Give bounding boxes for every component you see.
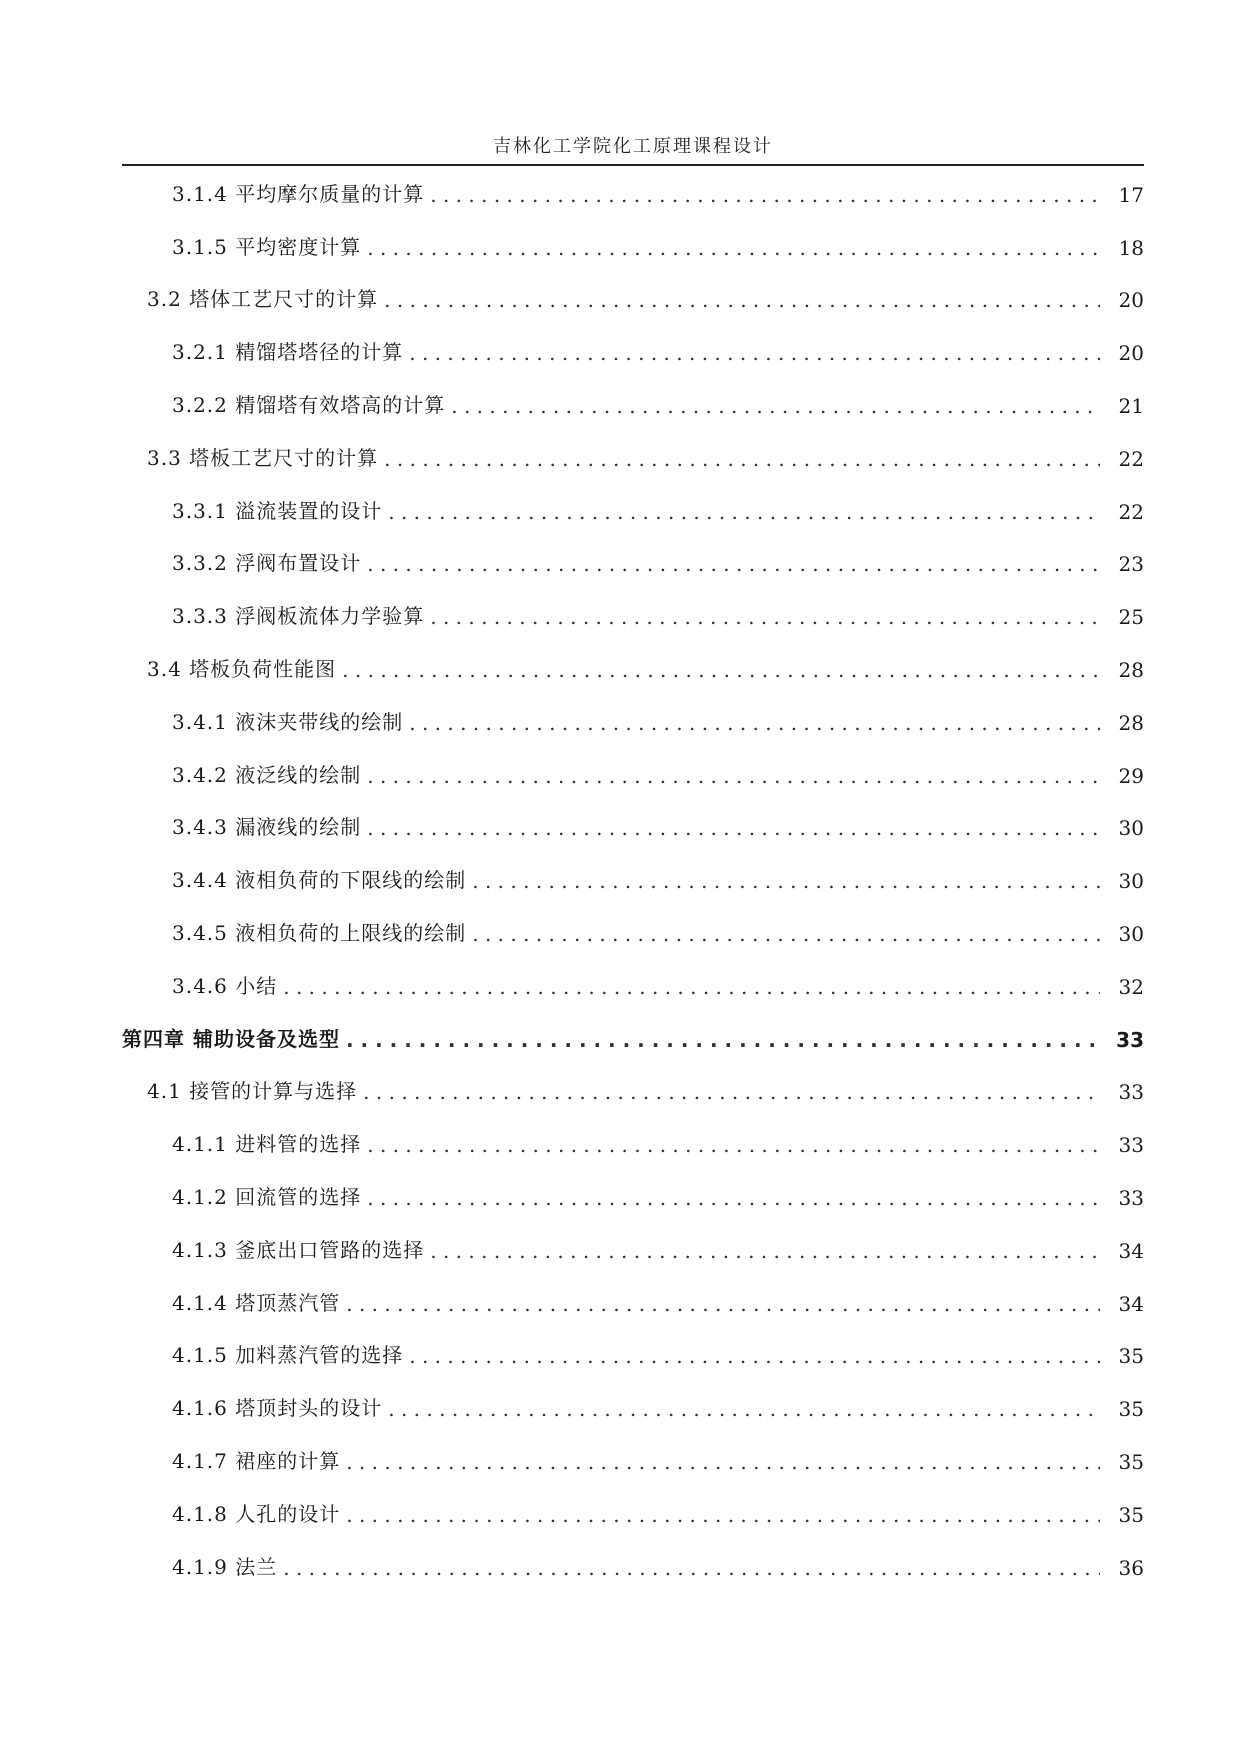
toc-page-number: 33 [1118,1133,1144,1158]
toc-entry-title: 3.3.2 浮阀布置设计 [172,551,362,576]
toc-entry-title: 3.3.1 溢流装置的设计 [172,498,383,523]
toc-leader-dots [384,447,1100,471]
toc-page-number: 30 [1118,816,1144,841]
toc-entry-title: 3.4 塔板负荷性能图 [147,656,337,681]
toc-page-number: 33 [1118,1080,1144,1105]
toc-entry[interactable] [122,903,1144,956]
page-header-title: 吉林化工学院化工原理课程设计 [493,136,773,157]
toc-entry-title: 3.4.5 液相负荷的上限线的绘制 [172,920,467,945]
toc-entry[interactable] [122,1431,1144,1484]
toc-entry-title: 4.1.7 裙座的计算 [172,1448,341,1473]
toc-page-number: 35 [1118,1397,1144,1422]
toc-page-number: 29 [1118,763,1144,788]
toc-leader-dots [363,1080,1100,1104]
toc-leader-dots [283,1556,1100,1580]
toc-entry[interactable] [122,639,1144,692]
toc-leader-dots [283,975,1100,999]
toc-leader-dots [342,658,1100,682]
toc-page-number: 32 [1118,974,1144,999]
toc-entry[interactable] [122,428,1144,481]
toc-leader-dots [367,552,1100,576]
toc-entry[interactable] [122,1378,1144,1431]
toc-entry[interactable] [122,481,1144,534]
toc-leader-dots [409,1344,1100,1368]
toc-page-number: 20 [1118,341,1144,366]
toc-page-number: 30 [1118,869,1144,894]
toc-leader-dots [367,1133,1100,1157]
toc-page-number: 35 [1118,1449,1144,1474]
toc-entry[interactable] [122,1326,1144,1379]
toc-entry[interactable] [122,270,1144,323]
toc-entry[interactable] [122,1273,1144,1326]
toc-entry[interactable] [122,850,1144,903]
toc-entry[interactable] [122,1220,1144,1273]
toc-entry-title: 3.1.5 平均密度计算 [172,234,362,259]
toc-entry[interactable] [122,798,1144,851]
toc-chapter-entry[interactable] [122,1009,1144,1062]
toc-leader-dots [346,1292,1100,1316]
toc-entry-title: 4.1 接管的计算与选择 [147,1079,358,1104]
toc-page-number: 22 [1118,446,1144,471]
toc-leader-dots [472,869,1100,893]
toc-entry[interactable] [122,956,1144,1009]
toc-entry[interactable] [122,586,1144,639]
toc-entry-title: 4.1.9 法兰 [172,1554,278,1579]
toc-entry[interactable] [122,164,1144,217]
toc-entry-title: 3.2.1 精馏塔塔径的计算 [172,340,404,365]
toc-page-number: 20 [1118,288,1144,313]
toc-page-number: 36 [1118,1555,1144,1580]
toc-entry-title: 3.2.2 精馏塔有效塔高的计算 [172,392,446,417]
toc-leader-dots [367,236,1100,260]
toc-entry-title: 3.4.2 液泛线的绘制 [172,762,362,787]
toc-entry[interactable] [122,1114,1144,1167]
toc-page-number: 34 [1118,1238,1144,1263]
toc-entry-title: 4.1.5 加料蒸汽管的选择 [172,1343,404,1368]
toc-entry-title: 4.1.8 人孔的设计 [172,1501,341,1526]
toc-entry[interactable] [122,1484,1144,1537]
toc-page-number: 17 [1118,182,1144,207]
toc-entry-title: 3.3.3 浮阀板流体力学验算 [172,604,425,629]
toc-leader-dots [430,183,1100,207]
toc-page-number: 34 [1118,1291,1144,1316]
toc-leader-dots [388,1397,1100,1421]
toc-page-number: 33 [1118,1185,1144,1210]
toc-leader-dots [346,1450,1100,1474]
toc-page-number: 22 [1118,499,1144,524]
toc-leader-dots [430,605,1100,629]
toc-leader-dots [430,1239,1100,1263]
toc-entry[interactable] [122,692,1144,745]
toc-page-number: 18 [1118,235,1144,260]
toc-entry[interactable] [122,534,1144,587]
toc-leader-dots [409,711,1100,735]
toc-leader-dots [346,1503,1100,1527]
toc-leader-dots [346,1028,1100,1052]
toc-page-number: 30 [1118,921,1144,946]
toc-page-number: 33 [1116,1027,1144,1052]
toc-entry-title: 3.4.1 液沫夹带线的绘制 [172,709,404,734]
toc-entry[interactable] [122,322,1144,375]
toc-entry-title: 4.1.2 回流管的选择 [172,1184,362,1209]
toc-page-number: 23 [1118,552,1144,577]
toc-leader-dots [367,1186,1100,1210]
toc-entry[interactable] [122,1537,1144,1590]
toc-page-number: 35 [1118,1344,1144,1369]
toc-leader-dots [409,341,1100,365]
toc-page-number: 25 [1118,605,1144,630]
toc-entry[interactable] [122,745,1144,798]
toc-leader-dots [472,922,1100,946]
toc-leader-dots [388,500,1100,524]
toc-page-number: 35 [1118,1502,1144,1527]
toc-leader-dots [451,394,1100,418]
table-of-contents [122,164,1144,1590]
toc-entry[interactable] [122,375,1144,428]
toc-leader-dots [367,764,1100,788]
toc-entry-title: 3.4.3 漏液线的绘制 [172,815,362,840]
toc-entry[interactable] [122,1167,1144,1220]
toc-entry-title: 3.4.6 小结 [172,973,278,998]
toc-entry-title: 4.1.6 塔顶封头的设计 [172,1396,383,1421]
toc-entry-title: 4.1.1 进料管的选择 [172,1132,362,1157]
toc-entry-title: 3.3 塔板工艺尺寸的计算 [147,445,379,470]
toc-page-number: 28 [1118,657,1144,682]
toc-entry-title: 3.4.4 液相负荷的下限线的绘制 [172,868,467,893]
toc-page-number: 21 [1118,393,1144,418]
toc-entry-title: 第四章 辅助设备及选型 [122,1026,340,1051]
toc-entry-title: 4.1.3 釜底出口管路的选择 [172,1237,425,1262]
toc-entry-title: 4.1.4 塔顶蒸汽管 [172,1290,341,1315]
toc-entry-title: 3.1.4 平均摩尔质量的计算 [172,181,425,206]
toc-leader-dots [367,816,1100,840]
toc-entry-title: 3.2 塔体工艺尺寸的计算 [147,287,379,312]
toc-page-number: 28 [1118,710,1144,735]
toc-entry[interactable] [122,217,1144,270]
toc-leader-dots [384,288,1100,312]
toc-entry[interactable] [122,1062,1144,1115]
